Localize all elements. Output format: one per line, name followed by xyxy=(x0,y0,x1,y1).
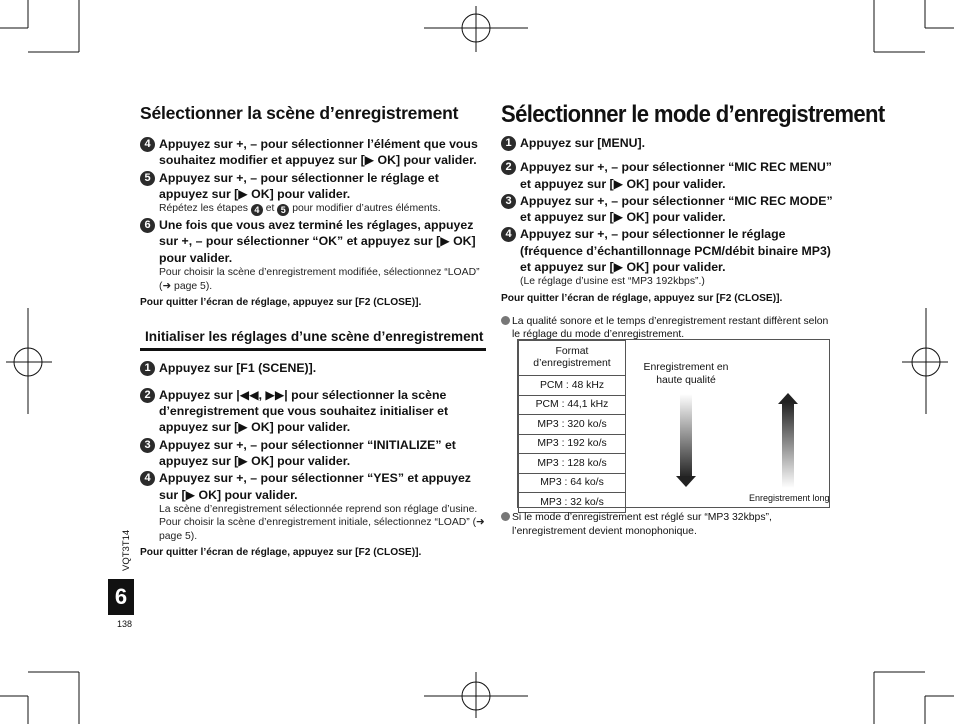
step-number: 1 xyxy=(501,136,516,151)
step-text: Appuyez sur +, – pour sélectionner l’élément que vous souhaitez modifier et appuyez sur [▶ OK] pour valider. xyxy=(159,137,478,168)
mode-column xyxy=(501,101,885,342)
scene-column xyxy=(140,103,486,559)
step-text: Une fois que vous avez terminé les réglages, appuyez sur +, – pour sélectionner “OK” et appuyez sur [▶ OK] pour valider. xyxy=(159,218,476,265)
long-recording-label: Enregistrement long xyxy=(749,493,830,503)
table-header: Format d’enregistrement xyxy=(519,341,626,376)
step-text: Appuyez sur +, – pour sélectionner “MIC REC MODE” et appuyez sur [▶ OK] pour valider. xyxy=(520,193,833,225)
step-note: Pour choisir la scène d’enregistrement modifiée, sélectionnez “LOAD” (➜ page 5). xyxy=(159,267,480,292)
inline-step-number: 4 xyxy=(251,204,263,216)
step-text: Appuyez sur +, – pour sélectionner “INITIALIZE” et appuyez sur [▶ OK] pour valider. xyxy=(159,437,456,469)
mode-step-4 xyxy=(501,226,833,288)
arrow-down-head-icon xyxy=(676,476,696,487)
table-cell: MP3 : 64 ko/s xyxy=(519,473,626,493)
section-rule xyxy=(140,348,486,351)
step-number: 3 xyxy=(140,438,155,453)
init-section-title: Initialiser les réglages d’une scène d’enregistrement xyxy=(145,329,484,345)
bullet-icon xyxy=(501,316,510,325)
step-note: Répétez les étapes 4 et 5 pour modifier d’autres éléments. xyxy=(159,203,441,216)
bullet-note: Si le mode d’enregistrement est réglé sur “MP3 32kbps”, l’enregistrement devient monophonique. xyxy=(501,511,831,538)
recording-quality-table xyxy=(517,339,830,508)
quit-instruction: Pour quitter l’écran de réglage, appuyez sur [F2 (CLOSE)]. xyxy=(501,292,783,304)
quit-instruction: Pour quitter l’écran de réglage, appuyez sur [F2 (CLOSE)]. xyxy=(140,297,422,309)
init-section-header xyxy=(140,329,486,351)
table-cell: PCM : 44,1 kHz xyxy=(519,395,626,415)
scene-section-title: Sélectionner la scène d’enregistrement xyxy=(140,103,459,123)
bullet-icon xyxy=(501,512,510,521)
init-step-2 xyxy=(140,387,486,436)
high-quality-label: Enregistrement en haute qualité xyxy=(643,362,729,386)
chapter-tab: 6 xyxy=(108,579,134,615)
step-number: 2 xyxy=(140,388,155,403)
mode-step-3 xyxy=(501,193,833,226)
bullet-note: La qualité sonore et le temps d’enregistrement restant diffèrent selon le réglage du mode d’enregistrement. xyxy=(501,315,833,342)
page-number: 138 xyxy=(117,619,133,629)
quit-instruction: Pour quitter l’écran de réglage, appuyez sur [F2 (CLOSE)]. xyxy=(140,547,422,559)
step-number: 5 xyxy=(140,171,155,186)
table-cell: MP3 : 32 ko/s xyxy=(519,493,626,513)
step-text: Appuyez sur [F1 (SCENE)]. xyxy=(159,360,317,375)
step-number: 2 xyxy=(501,160,516,175)
format-table xyxy=(518,340,626,513)
step-text: Appuyez sur [MENU]. xyxy=(520,136,646,150)
inline-step-number: 5 xyxy=(277,204,289,216)
step-note: Pour choisir la scène d’enregistrement initiale, sélectionnez “LOAD” (➜ page 5). xyxy=(159,517,485,542)
scene-step-5 xyxy=(140,170,486,217)
arrow-down-icon xyxy=(680,394,692,478)
step-text: Appuyez sur +, – pour sélectionner le réglage (fréquence d’échantillonnage PCM/débit binaire MP3) et appuyez sur [▶ OK] pour valider. xyxy=(520,227,831,275)
step-number: 6 xyxy=(140,218,155,233)
step-text: Appuyez sur +, – pour sélectionner le réglage et appuyez sur [▶ OK] pour valider. xyxy=(159,170,439,201)
arrow-up-icon xyxy=(782,402,794,488)
init-step-4 xyxy=(140,470,486,543)
document-code: VQT3T14 xyxy=(121,529,132,571)
mode-step-1 xyxy=(501,135,833,151)
table-cell: PCM : 48 kHz xyxy=(519,376,626,396)
step-text: Appuyez sur |◀◀, ▶▶| pour sélectionner la scène d’enregistrement que vous souhaitez initialiser et appuyez sur [▶ OK] pour valider. xyxy=(159,387,449,435)
mode-section-title: Sélectionner le mode d’enregistrement xyxy=(501,101,885,128)
step-text: Appuyez sur +, – pour sélectionner “YES” et appuyez sur [▶ OK] pour valider. xyxy=(159,471,471,502)
step-number: 3 xyxy=(501,194,516,209)
step-number: 1 xyxy=(140,361,155,376)
table-cell: MP3 : 320 ko/s xyxy=(519,415,626,435)
step-note: La scène d’enregistrement sélectionnée reprend son réglage d’usine. xyxy=(159,503,478,515)
step-number: 4 xyxy=(140,471,155,486)
table-cell: MP3 : 192 ko/s xyxy=(519,434,626,454)
init-step-1 xyxy=(140,360,486,376)
init-step-3 xyxy=(140,437,486,470)
scene-step-4 xyxy=(140,136,486,169)
mode-step-2 xyxy=(501,159,833,192)
scene-step-6 xyxy=(140,217,486,293)
step-number: 4 xyxy=(140,137,155,152)
step-note: (Le réglage d’usine est “MP3 192kbps”.) xyxy=(520,276,705,288)
table-cell: MP3 : 128 ko/s xyxy=(519,454,626,474)
step-text: Appuyez sur +, – pour sélectionner “MIC REC MENU” et appuyez sur [▶ OK] pour valider. xyxy=(520,160,832,191)
step-number: 4 xyxy=(501,227,516,242)
